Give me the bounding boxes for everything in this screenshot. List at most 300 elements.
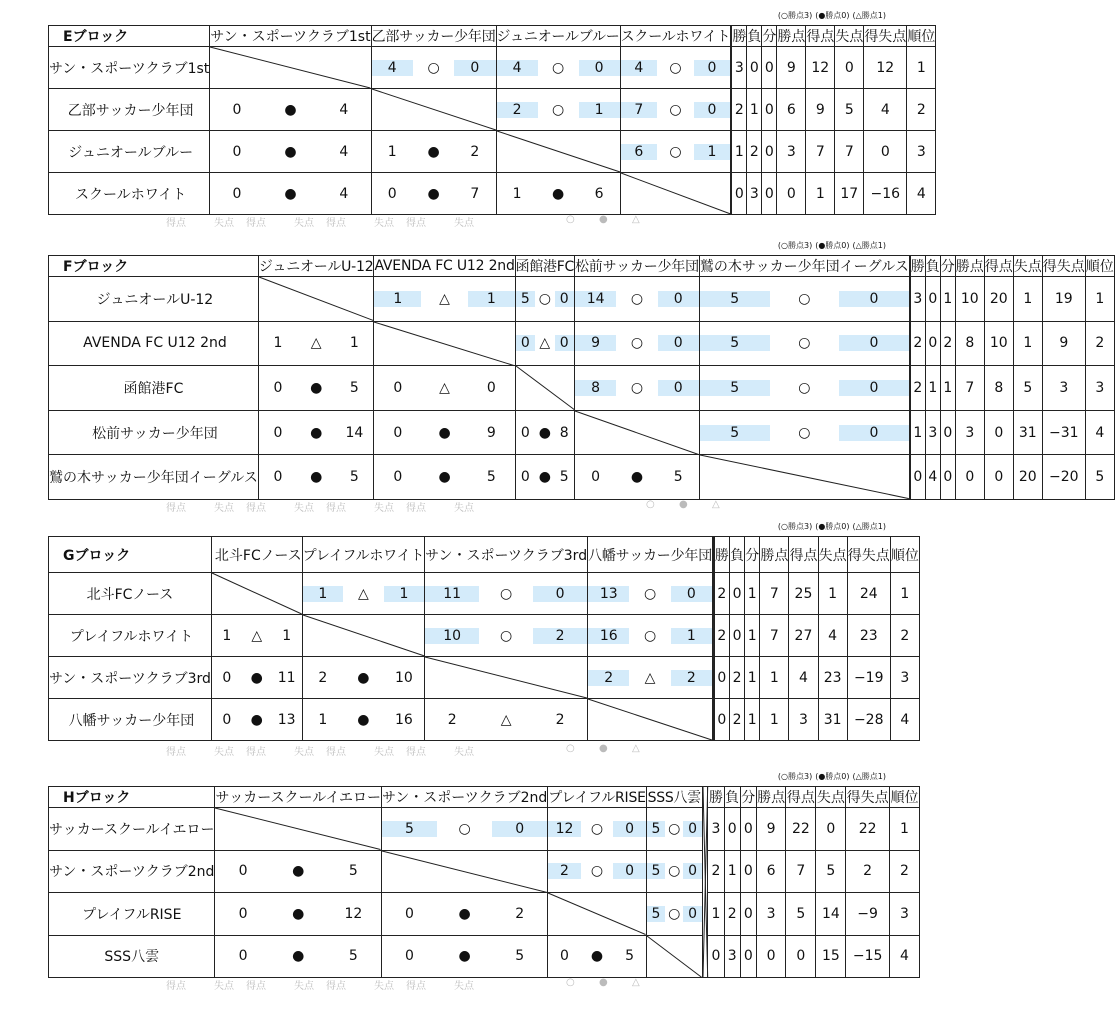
team-name: 松前サッカー少年団 [49, 410, 259, 455]
result-mark: ○ [669, 59, 682, 76]
match-result [371, 47, 496, 89]
footer-conceded-label: 失点 [294, 981, 314, 992]
goals-for: 5 [516, 291, 535, 307]
self-cell [211, 573, 302, 615]
goals-against: 5 [348, 863, 358, 880]
legend [778, 521, 886, 532]
footer-symbol: △ [632, 743, 640, 754]
result-mark: ○ [500, 627, 513, 644]
result-mark: △ [251, 627, 263, 644]
match-result [496, 173, 620, 215]
legend-draw: (△勝点1) [852, 241, 886, 250]
score [425, 712, 587, 728]
match-result [496, 89, 620, 131]
opponent-header: 函館港FC [515, 256, 574, 277]
stat-value: 3 [910, 277, 925, 322]
result-mark: ○ [643, 627, 657, 644]
standings-table [48, 255, 1115, 500]
team-name: プレイフルホワイト [49, 615, 212, 657]
stat-value: −28 [847, 699, 890, 741]
legend-win: (○勝点3) [777, 11, 813, 20]
goals-for: 1 [318, 711, 328, 728]
match-result [574, 366, 699, 411]
result-mark: ● [310, 424, 323, 441]
legend-loss: (●勝点0) [815, 241, 850, 250]
stat-value: 2 [747, 131, 762, 173]
x-divider [731, 26, 732, 215]
self-cell [515, 366, 574, 411]
result-mark: ○ [798, 335, 811, 352]
stat-value: 9 [1042, 321, 1085, 366]
stat-value: 5 [835, 89, 864, 131]
footer-conceded-label: 失点 [294, 218, 314, 229]
match-result [302, 573, 425, 615]
goals-against: 5 [349, 469, 359, 486]
score [303, 586, 425, 602]
goals-for: 1 [222, 627, 232, 644]
score [700, 291, 909, 307]
result-mark: ○ [538, 290, 551, 307]
goals-for: 2 [588, 670, 629, 686]
result-mark: △ [439, 290, 450, 307]
result-mark: ● [310, 379, 323, 396]
stat-value: 4 [1085, 410, 1114, 455]
stat-value: 7 [786, 850, 816, 893]
legend-loss: (●勝点0) [815, 522, 850, 531]
goals-for: 0 [591, 469, 601, 486]
match-result [574, 277, 699, 322]
match-result [210, 131, 371, 173]
match-result [210, 89, 371, 131]
score [497, 60, 620, 76]
opponent-header: プレイフルホワイト [302, 537, 425, 573]
stat-value: 14 [816, 893, 846, 936]
goals-against: 2 [671, 670, 712, 686]
score [382, 906, 547, 922]
stat-value: 23 [847, 615, 890, 657]
score [516, 425, 574, 441]
score [548, 821, 646, 837]
goals-against: 5 [515, 948, 525, 965]
match-result [699, 410, 909, 455]
goals-against: 2 [555, 711, 565, 728]
goals-for: 5 [700, 380, 770, 396]
goals-against: 0 [839, 380, 909, 396]
score [575, 291, 699, 307]
stat-header: 勝点 [955, 256, 984, 277]
stat-value: 3 [890, 657, 919, 699]
match-result [374, 277, 515, 322]
stat-value: 3 [732, 47, 747, 89]
match-result [302, 657, 425, 699]
score [575, 469, 699, 485]
stat-value: 0 [740, 893, 756, 936]
match-result [620, 131, 731, 173]
opponent-header: サッカースクールイエロー [215, 787, 381, 808]
result-mark: ● [250, 711, 263, 728]
goals-against: 7 [470, 185, 480, 202]
stat-value: 0 [910, 455, 925, 500]
header-row [49, 787, 920, 808]
goals-for: 5 [382, 821, 437, 837]
goals-for: 14 [575, 291, 616, 307]
stat-value: 1 [910, 410, 925, 455]
goals-against: 0 [839, 425, 909, 441]
stat-value: 0 [729, 573, 744, 615]
stat-value: 2 [910, 321, 925, 366]
score [497, 102, 620, 118]
legend-win: (○勝点3) [777, 241, 813, 250]
stat-value: 4 [890, 699, 919, 741]
goals-for: 2 [447, 711, 457, 728]
header-row [49, 256, 1115, 277]
goals-against: 5 [559, 469, 569, 486]
self-cell [548, 893, 647, 936]
goals-against: 0 [839, 335, 909, 351]
stat-value: 2 [1085, 321, 1114, 366]
score [425, 586, 587, 602]
match-result [371, 173, 496, 215]
result-mark: ● [357, 711, 370, 728]
goals-for: 4 [621, 60, 658, 76]
footer-goals-label: 得点 [246, 218, 266, 229]
footer-goals-label: 得点 [406, 218, 426, 229]
goals-against: 0 [658, 335, 699, 351]
score [215, 948, 380, 964]
result-mark: ○ [669, 101, 682, 118]
result-mark: △ [500, 711, 512, 728]
goals-for: 8 [575, 380, 616, 396]
stat-value: 0 [729, 615, 744, 657]
score [575, 335, 699, 351]
score [374, 291, 514, 307]
footer-goals-label: 得点 [166, 218, 186, 229]
stat-header: 分 [940, 256, 955, 277]
stat-value: 1 [925, 366, 940, 411]
result-mark: ● [551, 185, 565, 202]
self-cell [302, 615, 425, 657]
match-result [699, 366, 909, 411]
stat-value: 0 [864, 131, 907, 173]
stat-value: 1 [745, 573, 760, 615]
result-mark: ● [458, 948, 471, 965]
match-result [646, 893, 702, 936]
stat-value: 8 [955, 321, 984, 366]
stat-value: 1 [889, 808, 919, 851]
score [647, 906, 702, 922]
stat-value: 5 [816, 850, 846, 893]
match-result [588, 573, 713, 615]
score [497, 186, 620, 202]
stat-value: 12 [864, 47, 907, 89]
goals-for: 0 [232, 143, 242, 160]
goals-against: 13 [277, 711, 296, 728]
match-result [381, 808, 547, 851]
result-mark: △ [358, 585, 369, 602]
stat-header: 勝点 [760, 537, 789, 573]
footer-goals-label: 得点 [166, 503, 186, 514]
score [621, 60, 731, 76]
team-name: 鷲の木サッカー少年団イーグルス [49, 455, 259, 500]
goals-for: 5 [700, 335, 770, 351]
goals-for: 4 [497, 60, 538, 76]
goals-against: 0 [694, 60, 731, 76]
match-result [425, 615, 588, 657]
score [303, 670, 425, 686]
stat-header: 失点 [835, 26, 864, 47]
self-cell [588, 699, 713, 741]
team-row [49, 321, 1115, 366]
goals-against: 0 [839, 291, 909, 307]
standings-table [48, 25, 936, 215]
score [516, 335, 574, 351]
legend-draw: (△勝点1) [852, 772, 886, 781]
team-name: 乙部サッカー少年団 [49, 89, 210, 131]
footer-conceded-label: 失点 [214, 981, 234, 992]
legend-loss: (●勝点0) [815, 11, 850, 20]
team-name: AVENDA FC U12 2nd [49, 321, 259, 366]
legend [778, 240, 886, 251]
stat-value: 1 [745, 657, 760, 699]
goals-against: 8 [559, 424, 569, 441]
header-row [49, 26, 936, 47]
stat-value: 0 [762, 47, 777, 89]
stat-header: 得点 [984, 256, 1013, 277]
stat-value: 31 [1013, 410, 1042, 455]
block-title: Gブロック [49, 537, 212, 573]
score [548, 948, 646, 964]
stat-value: 25 [789, 573, 818, 615]
match-result [646, 808, 702, 851]
result-mark: ○ [630, 379, 644, 396]
goals-against: 5 [349, 379, 359, 396]
score [588, 670, 712, 686]
stat-value: 4 [925, 455, 940, 500]
goals-against: 2 [470, 143, 480, 160]
goals-for: 0 [222, 669, 232, 686]
stat-value: 17 [835, 173, 864, 215]
result-mark: △ [539, 335, 551, 352]
stat-value: 0 [747, 47, 762, 89]
stat-value: 1 [907, 47, 936, 89]
goals-against: 1 [694, 144, 731, 160]
score [372, 186, 496, 202]
x-divider [909, 256, 910, 500]
stat-header: 負 [747, 26, 762, 47]
goals-for: 0 [238, 905, 248, 922]
match-result [588, 657, 713, 699]
stat-value: 4 [907, 173, 936, 215]
stat-value: 20 [984, 277, 1013, 322]
match-result [371, 131, 496, 173]
score [210, 102, 370, 118]
goals-for: 0 [273, 379, 283, 396]
stat-header: 勝点 [777, 26, 806, 47]
opponent-header: 松前サッカー少年団 [574, 256, 699, 277]
legend-loss: (●勝点0) [815, 772, 850, 781]
stat-value: 2 [846, 850, 890, 893]
goals-against: 0 [683, 821, 701, 837]
stat-value: 7 [955, 366, 984, 411]
opponent-header: サン・スポーツクラブ3rd [425, 537, 588, 573]
match-result [211, 615, 302, 657]
team-name: ジュニオールブルー [49, 131, 210, 173]
team-name: SSS八雲 [49, 935, 215, 978]
result-mark: ● [427, 143, 440, 160]
goals-against: 0 [555, 291, 574, 307]
stat-header: 得失点 [846, 787, 890, 808]
stat-header: 負 [925, 256, 940, 277]
score [303, 712, 425, 728]
result-mark: ○ [669, 143, 682, 160]
stat-value: 0 [940, 455, 955, 500]
goals-for: 13 [588, 586, 629, 602]
score [372, 60, 496, 76]
match-result [215, 850, 381, 893]
team-name: サッカースクールイエロー [49, 808, 215, 851]
stat-value: 1 [1013, 277, 1042, 322]
match-result [215, 893, 381, 936]
stat-value: 1 [760, 657, 789, 699]
goals-for: 0 [520, 469, 530, 486]
goals-against: 16 [395, 711, 413, 728]
match-result [496, 47, 620, 89]
stat-value: 20 [1013, 455, 1042, 500]
result-mark: △ [439, 379, 450, 396]
goals-for: 6 [621, 144, 658, 160]
stat-value: 3 [789, 699, 818, 741]
stat-value: 0 [724, 808, 740, 851]
self-cell [371, 89, 496, 131]
result-mark: ● [292, 948, 305, 965]
stat-value: 0 [740, 935, 756, 978]
stat-value: 7 [760, 615, 789, 657]
goals-for: 5 [700, 425, 770, 441]
self-cell [258, 277, 374, 322]
stat-value: 1 [818, 573, 847, 615]
stat-value: 0 [816, 808, 846, 851]
goals-for: 0 [405, 905, 414, 922]
stat-value: 3 [925, 410, 940, 455]
stat-value: 1 [724, 850, 740, 893]
match-result [548, 808, 647, 851]
score [372, 144, 496, 160]
stat-value: 31 [818, 699, 847, 741]
stat-value: 0 [732, 173, 747, 215]
score [215, 863, 380, 879]
stat-header: 得失点 [864, 26, 907, 47]
result-mark: ○ [798, 290, 811, 307]
self-cell [620, 173, 731, 215]
opponent-header: サン・スポーツクラブ1st [210, 26, 371, 47]
stat-value: 2 [708, 850, 724, 893]
result-mark: ● [357, 669, 370, 686]
result-mark: ○ [551, 101, 565, 118]
score [212, 628, 302, 644]
team-row [49, 573, 920, 615]
score [575, 380, 699, 396]
opponent-header: サン・スポーツクラブ2nd [381, 787, 547, 808]
score [210, 144, 370, 160]
footer-symbol: △ [712, 499, 720, 510]
footer-conceded-label: 失点 [214, 503, 234, 514]
opponent-header: ジュニオールU-12 [258, 256, 374, 277]
score [210, 186, 370, 202]
stat-value: 1 [745, 615, 760, 657]
stat-value: 24 [847, 573, 890, 615]
goals-against: 0 [694, 102, 731, 118]
goals-against: 0 [533, 586, 587, 602]
result-mark: ○ [798, 424, 811, 441]
stat-header: 得失点 [1042, 256, 1085, 277]
footer-goals-label: 得点 [406, 503, 426, 514]
result-mark: ○ [427, 59, 440, 76]
goals-against: 5 [486, 469, 496, 486]
legend-win: (○勝点3) [777, 522, 813, 531]
team-row [49, 455, 1115, 500]
footer-conceded-label: 失点 [454, 747, 474, 758]
score [259, 469, 374, 485]
stat-header: 得点 [806, 26, 835, 47]
match-result [374, 366, 515, 411]
stat-value: 1 [1013, 321, 1042, 366]
goals-for: 0 [387, 185, 397, 202]
opponent-header: スクールホワイト [620, 26, 731, 47]
footer-conceded-label: 失点 [374, 981, 394, 992]
stat-value: 3 [1085, 366, 1114, 411]
standings-table [48, 786, 920, 978]
stat-value: 3 [889, 893, 919, 936]
result-mark: ○ [590, 820, 604, 837]
legend-draw: (△勝点1) [852, 522, 886, 531]
team-row [49, 893, 920, 936]
stat-header: 得失点 [847, 537, 890, 573]
stat-header: 分 [740, 787, 756, 808]
stat-value: 1 [708, 893, 724, 936]
stat-value: 6 [777, 89, 806, 131]
team-name: 函館港FC [49, 366, 259, 411]
goals-against: 12 [344, 905, 363, 922]
stat-value: 2 [729, 657, 744, 699]
goals-for: 1 [303, 586, 344, 602]
result-mark: ● [427, 185, 440, 202]
footer-goals-label: 得点 [326, 503, 346, 514]
goals-against: 0 [671, 586, 712, 602]
stat-value: 2 [907, 89, 936, 131]
goals-for: 0 [393, 379, 403, 396]
team-row [49, 366, 1115, 411]
match-result [515, 321, 574, 366]
x-divider [713, 537, 715, 741]
goals-against: 0 [613, 821, 646, 837]
result-mark: ● [438, 469, 451, 486]
footer-conceded-label: 失点 [214, 218, 234, 229]
stat-value: 3 [955, 410, 984, 455]
match-result [646, 850, 702, 893]
result-mark: ○ [458, 820, 471, 837]
stat-value: 4 [864, 89, 907, 131]
stat-header: 勝点 [756, 787, 786, 808]
stat-value: −20 [1042, 455, 1085, 500]
goals-against: 4 [339, 185, 349, 202]
stat-value: −31 [1042, 410, 1085, 455]
footer-symbol: ○ [646, 499, 655, 510]
footer-goals-label: 得点 [406, 747, 426, 758]
stat-header: 負 [729, 537, 744, 573]
footer-goals-label: 得点 [326, 747, 346, 758]
result-mark: ○ [643, 585, 657, 602]
stat-header: 得点 [786, 787, 816, 808]
